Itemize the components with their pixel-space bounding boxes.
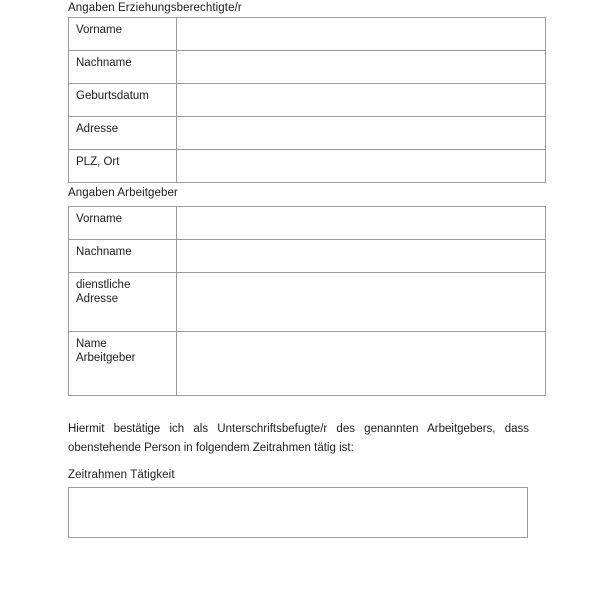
employer-label-nachname bbox=[69, 240, 177, 273]
table-row bbox=[69, 51, 546, 84]
employer-label-dienstliche-adresse-line2: Adresse bbox=[76, 293, 119, 305]
guardian-label-adresse: Adresse bbox=[69, 117, 177, 150]
table-row bbox=[69, 117, 546, 150]
table-row bbox=[69, 332, 546, 396]
employer-label-vorname-line1: Vorname bbox=[76, 213, 123, 225]
employer-field-dienstliche-adresse[interactable] bbox=[177, 273, 546, 332]
guardian-form-table bbox=[68, 17, 546, 183]
employer-label-name-arbeitgeber-line2: Arbeitgeber bbox=[76, 352, 136, 364]
table-row bbox=[69, 273, 546, 332]
timeframe-section-heading: Zeitrahmen Tätigkeit bbox=[68, 469, 175, 481]
employer-label-dienstliche-adresse bbox=[69, 273, 177, 332]
employer-form-table bbox=[68, 206, 546, 396]
guardian-field-nachname[interactable] bbox=[177, 51, 546, 84]
employer-field-name-arbeitgeber[interactable] bbox=[177, 332, 546, 396]
table-row bbox=[69, 207, 546, 240]
table-row bbox=[69, 18, 546, 51]
guardian-field-adresse[interactable] bbox=[177, 117, 546, 150]
employer-section-heading: Angaben Arbeitgeber bbox=[68, 187, 178, 199]
employer-label-vorname bbox=[69, 207, 177, 240]
guardian-field-vorname[interactable] bbox=[177, 18, 546, 51]
confirmation-paragraph: Hiermit bestätige ich als Unterschriftsbefugte/r des genannten Arbeitgebers, dass obenstehende Person in folgendem Zeitrahmen tätig ist: bbox=[68, 422, 529, 454]
guardian-label-plz-ort: PLZ, Ort bbox=[69, 150, 177, 183]
table-row bbox=[69, 240, 546, 273]
guardian-section-heading: Angaben Erziehungsberechtigte/r bbox=[68, 2, 242, 14]
employer-label-name-arbeitgeber bbox=[69, 332, 177, 396]
guardian-field-geburtsdatum[interactable] bbox=[177, 84, 546, 117]
guardian-label-geburtsdatum: Geburtsdatum bbox=[69, 84, 177, 117]
employer-label-dienstliche-adresse-line1: dienstliche bbox=[76, 279, 131, 291]
employer-field-vorname[interactable] bbox=[177, 207, 546, 240]
table-row bbox=[69, 150, 546, 183]
employer-label-name-arbeitgeber-line1: Name bbox=[76, 338, 107, 350]
table-row bbox=[69, 84, 546, 117]
guardian-label-nachname: Nachname bbox=[69, 51, 177, 84]
guardian-label-vorname: Vorname bbox=[69, 18, 177, 51]
employer-label-nachname-line1: Nachname bbox=[76, 246, 132, 258]
employer-field-nachname[interactable] bbox=[177, 240, 546, 273]
guardian-field-plz-ort[interactable] bbox=[177, 150, 546, 183]
timeframe-input-box[interactable] bbox=[68, 487, 528, 538]
